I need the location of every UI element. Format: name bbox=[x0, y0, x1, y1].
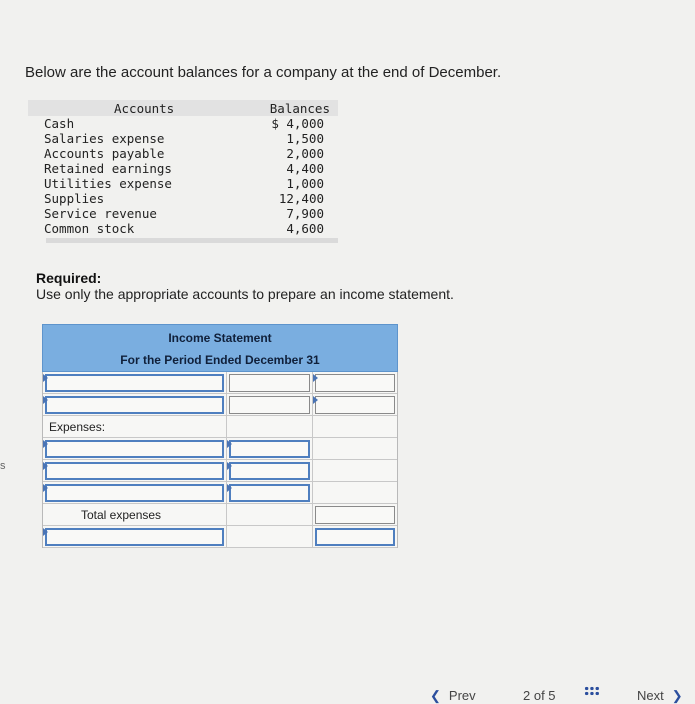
account-row bbox=[28, 131, 338, 146]
account-name: Retained earnings bbox=[44, 161, 172, 176]
account-balance: 12,400 bbox=[278, 191, 324, 206]
revenue-amount-input[interactable] bbox=[229, 374, 311, 392]
table-row bbox=[43, 460, 397, 482]
table-row bbox=[43, 504, 397, 526]
expenses-label: Expenses: bbox=[49, 420, 106, 434]
account-row bbox=[28, 176, 338, 191]
expense-account-select[interactable] bbox=[45, 484, 224, 502]
expense-amount-input[interactable] bbox=[229, 484, 311, 502]
dropdown-marker-icon bbox=[227, 440, 232, 448]
account-name: Common stock bbox=[44, 221, 135, 236]
grid-view-icon[interactable] bbox=[584, 686, 600, 696]
table-row bbox=[43, 416, 397, 438]
account-row bbox=[28, 206, 338, 221]
accounts-table-footer-rule bbox=[46, 238, 338, 243]
intro-text: Below are the account balances for a company at the end of December. bbox=[25, 64, 502, 81]
account-balance: 1,500 bbox=[286, 131, 324, 146]
net-income-input[interactable] bbox=[315, 528, 395, 546]
table-row bbox=[43, 526, 397, 548]
total-expenses-label: Total expenses bbox=[81, 508, 162, 522]
dropdown-marker-icon bbox=[43, 484, 48, 492]
account-balance: 4,600 bbox=[286, 221, 324, 236]
account-name: Cash bbox=[44, 116, 75, 131]
account-balance: 4,400 bbox=[286, 161, 324, 176]
table-row bbox=[43, 372, 397, 394]
dropdown-marker-icon bbox=[227, 484, 232, 492]
next-label: Next bbox=[637, 688, 664, 703]
account-balance: 7,900 bbox=[286, 206, 324, 221]
dropdown-marker-icon bbox=[43, 374, 48, 382]
income-statement-grid bbox=[42, 372, 398, 548]
account-row bbox=[28, 116, 338, 131]
account-name: Service revenue bbox=[44, 206, 157, 221]
expense-account-select[interactable] bbox=[45, 462, 224, 480]
income-statement-title: Income Statement bbox=[168, 331, 272, 345]
total-expenses-input[interactable] bbox=[315, 506, 395, 524]
income-statement-period: For the Period Ended December 31 bbox=[120, 353, 320, 367]
accounts-column-header: Accounts bbox=[114, 101, 175, 116]
expense-account-select[interactable] bbox=[45, 440, 224, 458]
account-name: Accounts payable bbox=[44, 146, 165, 161]
account-row bbox=[28, 146, 338, 161]
dropdown-marker-icon bbox=[227, 462, 232, 470]
table-row bbox=[43, 394, 397, 416]
table-row bbox=[43, 438, 397, 460]
prev-label: Prev bbox=[448, 688, 476, 703]
expense-amount-input[interactable] bbox=[229, 440, 311, 458]
accounts-table-header bbox=[28, 100, 338, 116]
account-name: Salaries expense bbox=[44, 131, 165, 146]
left-edge-text-fragment: s bbox=[0, 460, 6, 472]
chevron-left-icon: ❮ bbox=[430, 688, 441, 703]
revenue-account-select[interactable] bbox=[45, 374, 224, 392]
income-statement-header bbox=[42, 324, 398, 372]
account-balance: 2,000 bbox=[286, 146, 324, 161]
required-instructions: Use only the appropriate accounts to prepare an income statement. bbox=[36, 286, 454, 302]
balances-column-header: Balances bbox=[269, 101, 330, 116]
account-balances-table bbox=[28, 100, 338, 243]
page-indicator: 2 of 5 bbox=[523, 688, 556, 703]
dropdown-marker-icon bbox=[313, 396, 318, 404]
account-balance: 1,000 bbox=[286, 176, 324, 191]
account-row bbox=[28, 221, 338, 236]
required-heading: Required: bbox=[36, 270, 102, 286]
revenue-total-input[interactable] bbox=[315, 374, 395, 392]
dropdown-marker-icon bbox=[43, 396, 48, 404]
account-name: Supplies bbox=[44, 191, 105, 206]
account-row bbox=[28, 161, 338, 176]
account-row bbox=[28, 191, 338, 206]
account-name: Utilities expense bbox=[44, 176, 172, 191]
dropdown-marker-icon bbox=[43, 462, 48, 470]
dropdown-marker-icon bbox=[43, 440, 48, 448]
income-statement-worksheet bbox=[42, 324, 398, 548]
prev-button[interactable] bbox=[430, 688, 476, 704]
total-input[interactable] bbox=[315, 396, 395, 414]
chevron-right-icon: ❯ bbox=[671, 688, 683, 703]
next-button[interactable] bbox=[637, 688, 683, 704]
dropdown-marker-icon bbox=[43, 528, 48, 536]
account-balance: $ 4,000 bbox=[271, 116, 324, 131]
amount-input[interactable] bbox=[229, 396, 311, 414]
account-select[interactable] bbox=[45, 396, 224, 414]
expense-amount-input[interactable] bbox=[229, 462, 311, 480]
dropdown-marker-icon bbox=[313, 374, 318, 382]
table-row bbox=[43, 482, 397, 504]
net-income-select[interactable] bbox=[45, 528, 224, 546]
